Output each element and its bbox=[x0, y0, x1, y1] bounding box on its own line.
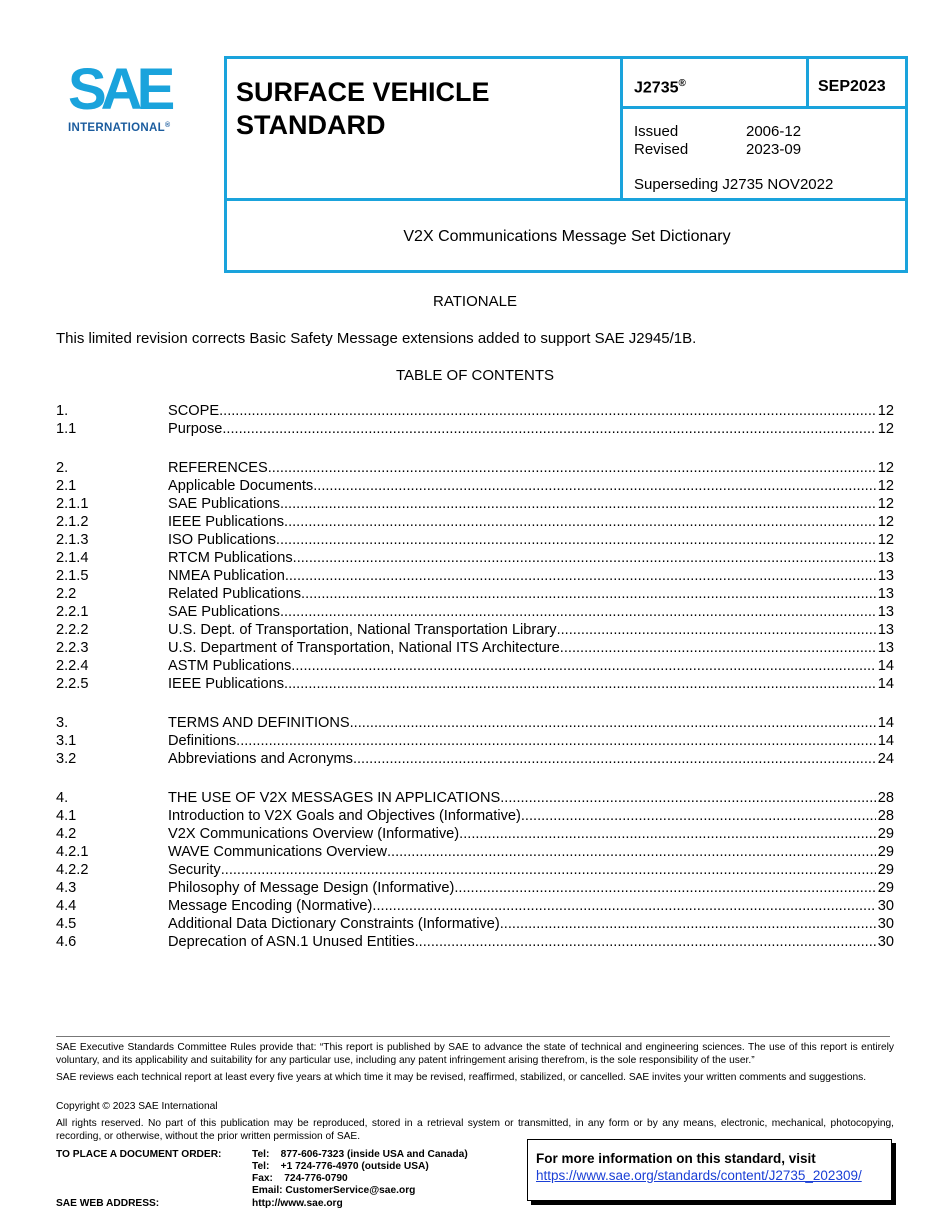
toc-entry-title: NMEA Publication bbox=[168, 568, 285, 584]
toc-leader-dots bbox=[276, 531, 876, 549]
document-number: J2735® bbox=[634, 78, 686, 97]
toc-entry-title: ASTM Publications bbox=[168, 658, 292, 674]
doc-type-line1: SURFACE VEHICLE bbox=[236, 77, 490, 107]
toc-entry-number: 1. bbox=[56, 403, 69, 419]
toc-entry-title: Security bbox=[168, 862, 221, 878]
toc-entry-number: 4.2 bbox=[56, 826, 77, 842]
toc-entry-title: Purpose bbox=[168, 421, 223, 437]
toc-entry-title: Abbreviations and Acronyms bbox=[168, 751, 353, 767]
issued-value: 2006-12 bbox=[746, 123, 802, 140]
toc-entry-title: THE USE OF V2X MESSAGES IN APPLICATIONS bbox=[168, 790, 501, 806]
toc-entry-title: U.S. Dept. of Transportation, National Transportation Library bbox=[168, 622, 557, 638]
toc-entry-title: V2X Communications Overview (Informative) bbox=[168, 826, 460, 842]
toc-entry-number: 2.1.4 bbox=[56, 550, 89, 566]
toc-entry-number: 2.1.1 bbox=[56, 496, 89, 512]
toc-entry-title: Message Encoding (Normative) bbox=[168, 898, 373, 914]
header-vline-main bbox=[620, 56, 623, 200]
toc-entry-title: Introduction to V2X Goals and Objectives (Informative) bbox=[168, 808, 521, 824]
toc-leader-dots bbox=[293, 549, 876, 567]
toc-entry-number: 2.2 bbox=[56, 586, 77, 602]
toc-entry[interactable] bbox=[56, 459, 894, 477]
toc-entry-number: 4.2.2 bbox=[56, 862, 89, 878]
sae-logo bbox=[66, 57, 196, 138]
table-of-contents bbox=[56, 402, 894, 951]
toc-entry-title: RTCM Publications bbox=[168, 550, 293, 566]
toc-entry-number: 3.1 bbox=[56, 733, 77, 749]
web-address-label: SAE WEB ADDRESS: bbox=[56, 1198, 160, 1209]
toc-leader-dots bbox=[219, 402, 876, 420]
toc-entry-page: 14 bbox=[877, 676, 894, 692]
toc-entry[interactable] bbox=[56, 843, 894, 861]
toc-entry-page: 14 bbox=[877, 658, 894, 674]
toc-entry-title: TERMS AND DEFINITIONS bbox=[168, 715, 350, 731]
toc-entry-page: 29 bbox=[877, 862, 894, 878]
toc-entry-page: 29 bbox=[877, 880, 894, 896]
toc-entry[interactable] bbox=[56, 402, 894, 420]
toc-entry[interactable] bbox=[56, 879, 894, 897]
info-box bbox=[527, 1139, 892, 1201]
toc-entry[interactable] bbox=[56, 513, 894, 531]
toc-entry-page: 14 bbox=[877, 715, 894, 731]
toc-entry[interactable] bbox=[56, 915, 894, 933]
toc-leader-dots bbox=[557, 621, 876, 639]
toc-leader-dots bbox=[459, 825, 876, 843]
toc-leader-dots bbox=[500, 915, 876, 933]
footer-copyright: Copyright © 2023 SAE International bbox=[56, 1101, 218, 1112]
toc-entry-page: 12 bbox=[877, 478, 894, 494]
order-tel2: Tel: +1 724-776-4970 (outside USA) bbox=[252, 1161, 429, 1172]
toc-leader-dots bbox=[560, 639, 876, 657]
toc-entry-page: 29 bbox=[877, 844, 894, 860]
toc-entry-number: 4. bbox=[56, 790, 69, 806]
toc-entry-title: SAE Publications bbox=[168, 496, 280, 512]
toc-entry[interactable] bbox=[56, 675, 894, 693]
toc-leader-dots bbox=[280, 495, 876, 513]
toc-leader-dots bbox=[353, 750, 876, 768]
toc-entry-page: 24 bbox=[877, 751, 894, 767]
toc-entry-page: 12 bbox=[877, 403, 894, 419]
footer-rules-text: SAE Executive Standards Committee Rules provide that: “This report is published by SAE to advance the state of technical and engineering sciences. The use of this report is entirely voluntary, and its applicability and suitability for any particular use, including any patent infringement arising therefrom, is the sole responsibility of the user.” bbox=[56, 1042, 894, 1066]
toc-entry-page: 12 bbox=[877, 496, 894, 512]
revised-value: 2023-09 bbox=[746, 141, 802, 158]
toc-entry-page: 28 bbox=[877, 808, 894, 824]
toc-entry-number: 4.1 bbox=[56, 808, 77, 824]
document-title: V2X Communications Message Set Dictionary bbox=[403, 228, 731, 245]
toc-entry-number: 2.1.3 bbox=[56, 532, 89, 548]
toc-entry-page: 12 bbox=[877, 421, 894, 437]
toc-entry-title: WAVE Communications Overview bbox=[168, 844, 387, 860]
info-link[interactable]: https://www.sae.org/standards/content/J2735_202309/ bbox=[536, 1168, 862, 1183]
doc-type-line2: STANDARD bbox=[236, 110, 386, 140]
toc-entry-title: Applicable Documents bbox=[168, 478, 314, 494]
toc-entry-number: 4.3 bbox=[56, 880, 77, 896]
toc-entry-page: 12 bbox=[877, 460, 894, 476]
toc-entry-number: 3. bbox=[56, 715, 69, 731]
toc-entry[interactable] bbox=[56, 825, 894, 843]
toc-leader-dots bbox=[313, 477, 876, 495]
toc-entry-page: 13 bbox=[877, 604, 894, 620]
toc-entry[interactable] bbox=[56, 477, 894, 495]
order-fax: Fax: 724-776-0790 bbox=[252, 1173, 348, 1184]
toc-leader-dots bbox=[285, 567, 876, 585]
toc-leader-dots bbox=[415, 933, 876, 951]
toc-entry-number: 2.2.4 bbox=[56, 658, 89, 674]
toc-entry-page: 13 bbox=[877, 550, 894, 566]
toc-entry-title: U.S. Department of Transportation, National ITS Architecture bbox=[168, 640, 560, 656]
logo-text: SAE bbox=[68, 57, 170, 122]
toc-entry-page: 29 bbox=[877, 826, 894, 842]
toc-entry[interactable] bbox=[56, 495, 894, 513]
order-tel1: Tel: 877-606-7323 (inside USA and Canada) bbox=[252, 1149, 468, 1160]
toc-entry-number: 4.2.1 bbox=[56, 844, 89, 860]
issued-label: Issued bbox=[634, 123, 679, 140]
toc-entry-number: 2.2.2 bbox=[56, 622, 89, 638]
toc-entry-title: SCOPE bbox=[168, 403, 220, 419]
toc-entry[interactable] bbox=[56, 657, 894, 675]
toc-leader-dots bbox=[500, 789, 876, 807]
toc-entry[interactable] bbox=[56, 420, 894, 438]
toc-entry-page: 13 bbox=[877, 586, 894, 602]
toc-entry[interactable] bbox=[56, 789, 894, 807]
toc-leader-dots bbox=[280, 603, 876, 621]
toc-leader-dots bbox=[521, 807, 876, 825]
toc-entry-number: 1.1 bbox=[56, 421, 77, 437]
toc-entry-page: 30 bbox=[877, 934, 894, 950]
toc-entry[interactable] bbox=[56, 567, 894, 585]
toc-heading: TABLE OF CONTENTS bbox=[395, 367, 555, 384]
toc-entry[interactable] bbox=[56, 732, 894, 750]
toc-entry[interactable] bbox=[56, 549, 894, 567]
toc-entry[interactable] bbox=[56, 807, 894, 825]
toc-leader-dots bbox=[301, 585, 876, 603]
toc-leader-dots bbox=[268, 459, 876, 477]
rationale-heading: RATIONALE bbox=[433, 293, 517, 310]
toc-entry-title: Additional Data Dictionary Constraints (Informative) bbox=[168, 916, 500, 932]
toc-leader-dots bbox=[284, 675, 876, 693]
toc-leader-dots bbox=[284, 513, 876, 531]
header-vline-date bbox=[806, 56, 809, 108]
toc-entry[interactable] bbox=[56, 585, 894, 603]
toc-entry-page: 30 bbox=[877, 916, 894, 932]
document-type bbox=[236, 76, 606, 142]
toc-entry-page: 28 bbox=[877, 790, 894, 806]
toc-entry[interactable] bbox=[56, 897, 894, 915]
toc-entry[interactable] bbox=[56, 531, 894, 549]
toc-entry-page: 30 bbox=[877, 898, 894, 914]
toc-leader-dots bbox=[222, 420, 875, 438]
toc-entry-page: 13 bbox=[877, 640, 894, 656]
toc-entry-title: IEEE Publications bbox=[168, 676, 285, 692]
toc-entry-number: 3.2 bbox=[56, 751, 77, 767]
header-hline-number bbox=[620, 106, 908, 109]
toc-entry-number: 2.2.3 bbox=[56, 640, 89, 656]
toc-entry-title: Definitions bbox=[168, 733, 237, 749]
toc-entry-number: 2. bbox=[56, 460, 69, 476]
info-heading: For more information on this standard, visit bbox=[536, 1151, 816, 1166]
toc-entry-page: 13 bbox=[877, 568, 894, 584]
toc-entry[interactable] bbox=[56, 861, 894, 879]
revised-label: Revised bbox=[634, 141, 689, 158]
toc-entry-title: IEEE Publications bbox=[168, 514, 285, 530]
toc-entry[interactable] bbox=[56, 621, 894, 639]
toc-leader-dots bbox=[372, 897, 875, 915]
toc-leader-dots bbox=[236, 732, 876, 750]
toc-leader-dots bbox=[221, 861, 876, 879]
toc-entry-number: 2.2.5 bbox=[56, 676, 89, 692]
order-label: TO PLACE A DOCUMENT ORDER: bbox=[56, 1149, 222, 1160]
toc-entry-page: 12 bbox=[877, 514, 894, 530]
toc-entry-number: 4.6 bbox=[56, 934, 77, 950]
toc-leader-dots bbox=[291, 657, 875, 675]
toc-entry-number: 2.1.2 bbox=[56, 514, 89, 530]
toc-leader-dots bbox=[387, 843, 876, 861]
toc-entry[interactable] bbox=[56, 714, 894, 732]
footer-divider bbox=[56, 1036, 890, 1037]
toc-entry[interactable] bbox=[56, 750, 894, 768]
order-email[interactable]: Email: CustomerService@sae.org bbox=[252, 1185, 416, 1196]
toc-entry-number: 4.4 bbox=[56, 898, 77, 914]
toc-entry-title: REFERENCES bbox=[168, 460, 268, 476]
toc-entry-number: 4.5 bbox=[56, 916, 77, 932]
toc-entry[interactable] bbox=[56, 933, 894, 951]
toc-entry-title: SAE Publications bbox=[168, 604, 280, 620]
toc-entry[interactable] bbox=[56, 639, 894, 657]
toc-entry-page: 14 bbox=[877, 733, 894, 749]
toc-leader-dots bbox=[454, 879, 875, 897]
toc-entry-number: 2.2.1 bbox=[56, 604, 89, 620]
document-date: SEP2023 bbox=[818, 78, 886, 95]
toc-entry-page: 13 bbox=[877, 622, 894, 638]
logo-subtext: INTERNATIONAL® bbox=[68, 122, 171, 134]
toc-entry-page: 12 bbox=[877, 532, 894, 548]
toc-entry-title: Philosophy of Message Design (Informative) bbox=[168, 880, 455, 896]
footer-rights-text: All rights reserved. No part of this publication may be reproduced, stored in a retrieval system or transmitted, in any form or by any means, electronic, mechanical, photocopying, recording, or otherwise, without the prior written permission of SAE. bbox=[56, 1118, 894, 1142]
toc-entry-title: Related Publications bbox=[168, 586, 302, 602]
toc-entry-title: Deprecation of ASN.1 Unused Entities bbox=[168, 934, 415, 950]
toc-entry[interactable] bbox=[56, 603, 894, 621]
header-hline-title bbox=[224, 198, 908, 201]
superseding: Superseding J2735 NOV2022 bbox=[634, 176, 834, 193]
toc-entry-number: 2.1.5 bbox=[56, 568, 89, 584]
toc-entry-number: 2.1 bbox=[56, 478, 77, 494]
web-address[interactable]: http://www.sae.org bbox=[252, 1198, 343, 1209]
rationale-text: This limited revision corrects Basic Safety Message extensions added to support SAE J2945/1B. bbox=[56, 330, 697, 347]
toc-entry-title: ISO Publications bbox=[168, 532, 276, 548]
footer-review-text: SAE reviews each technical report at least every five years at which time it may be revised, reaffirmed, stabilized, or cancelled. SAE invites your written comments and suggestions. bbox=[56, 1072, 867, 1083]
toc-leader-dots bbox=[350, 714, 876, 732]
